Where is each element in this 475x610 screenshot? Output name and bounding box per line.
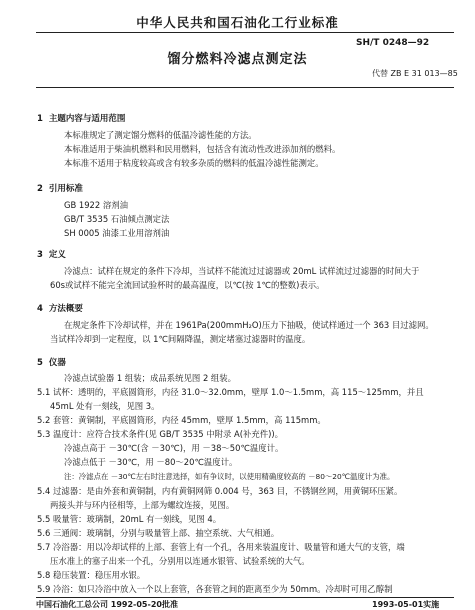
section-1-paragraph-3: 本标准不适用于粘度较高或含有较多杂质的燃料的低温冷滤性能测定。 [64, 158, 324, 168]
section-5-heading: 5 仪器 [37, 358, 66, 368]
item-5-3-line-a: 冷滤点高于 －30℃(含 －30℃)，用 －38～50℃温度计。 [64, 443, 284, 453]
footer-approval: 中国石油化工总公司 1992-05-20批准 [36, 600, 178, 609]
item-5-3-note: 注：冷滤点在 －30℃左右时注意选择，如有争议时，以使用精确度较高的 －80～20℃温度计为准。 [64, 472, 395, 481]
footer-rule [36, 597, 454, 598]
reference-2: GB/T 3535 石油倾点测定法 [64, 214, 170, 224]
section-4-paragraph-1: 在规定条件下冷却试样，并在 1961Pa(200mmH₂O)压力下抽吸，使试样通过一个 363 目过滤网。 [64, 320, 434, 330]
header-rule [36, 32, 454, 33]
item-5-3-line-b: 冷滤点低于 －30℃，用 －80～20℃温度计。 [64, 457, 238, 467]
section-2-heading: 2 引用标准 [37, 184, 83, 194]
section-1-paragraph-1: 本标准规定了测定馏分燃料的低温冷滤性能的方法。 [64, 130, 257, 140]
section-3-paragraph-2: 60s或试样不能完全流回试验杯时的最高温度，以℃(按 1℃的整数)表示。 [50, 280, 325, 290]
item-5-4: 5.4 过滤器：是由外套和黄铜制，内有黄铜网筛 0.004 号，363 目，不锈钢丝网，用黄铜环压紧。 [37, 486, 403, 496]
item-5-1: 5.1 试杯：透明的，平底圆筒形，内径 31.0～32.0mm，壁厚 1.0～1.5mm，高 115～125mm，并且 [37, 387, 424, 397]
document-title: 馏分燃料冷滤点测定法 [167, 52, 308, 67]
title-rule [36, 87, 454, 88]
item-5-1-continued: 45mL 处有一刻线，见图 3。 [50, 401, 160, 411]
reference-3: SH 0005 油漆工业用溶剂油 [64, 228, 170, 238]
item-5-7: 5.7 冷浴器：用以冷却试样的上部、套管上有一个孔，各用来装温度计、吸量管和通大气的支管，端 [37, 542, 405, 552]
section-3-heading: 3 定义 [37, 250, 66, 260]
item-5-6: 5.6 三通阀：玻璃制，分别与吸量管上部、抽空系统、大气相通。 [37, 528, 280, 538]
replaces-standard: 代替 ZB E 31 013—85 [372, 69, 458, 78]
item-5-3: 5.3 温度计：应符合技术条件(见 GB/T 3535 中附录 A(补充件))。 [37, 429, 284, 439]
standard-org-header: 中华人民共和国石油化工行业标准 [136, 15, 339, 30]
item-5-8: 5.8 稳压装置：稳压用水银。 [37, 570, 146, 580]
section-4-heading: 4 方法概要 [37, 304, 83, 314]
section-1-paragraph-2: 本标准适用于柴油机燃料和民用燃料，包括含有流动性改进添加剂的燃料。 [64, 144, 341, 154]
item-5-9: 5.9 冷浴：如只冷浴中放入一个以上套管，各套管之间的距离至少为 50mm。冷却时可用乙醇制 [37, 584, 393, 594]
section-4-paragraph-2: 当试样冷却到一定程度，以 1℃间隔降温，测定堵塞过滤器时的温度。 [50, 334, 311, 344]
standard-number: SH/T 0248—92 [356, 38, 430, 48]
item-5-4-continued: 两接头并与环内径相等，上部为螺纹连接，见图。 [50, 500, 235, 510]
section-3-paragraph-1: 冷滤点：试样在规定的条件下冷却，当试样不能流过过滤器或 20mL 试样流过过滤器的时间大于 [64, 266, 420, 276]
footer-effective-date: 1993-05-01实施 [372, 600, 440, 609]
section-1-heading: 1 主题内容与适用范围 [37, 114, 126, 124]
reference-1: GB 1922 溶剂油 [64, 200, 128, 210]
section-5-intro: 冷滤点试验器 1 组装；成品系统见图 2 组装。 [64, 373, 237, 383]
item-5-7-continued: 压水准上的塞子出来一个孔，分别用以连通水银管、试验系统的大气。 [50, 556, 310, 566]
item-5-2: 5.2 套管：黄铜制，平底圆筒形，内径 45mm，壁厚 1.5mm，高 115mm。 [37, 415, 326, 425]
item-5-5: 5.5 吸量管：玻璃制，20mL 有一刻线，见图 4。 [37, 514, 222, 524]
